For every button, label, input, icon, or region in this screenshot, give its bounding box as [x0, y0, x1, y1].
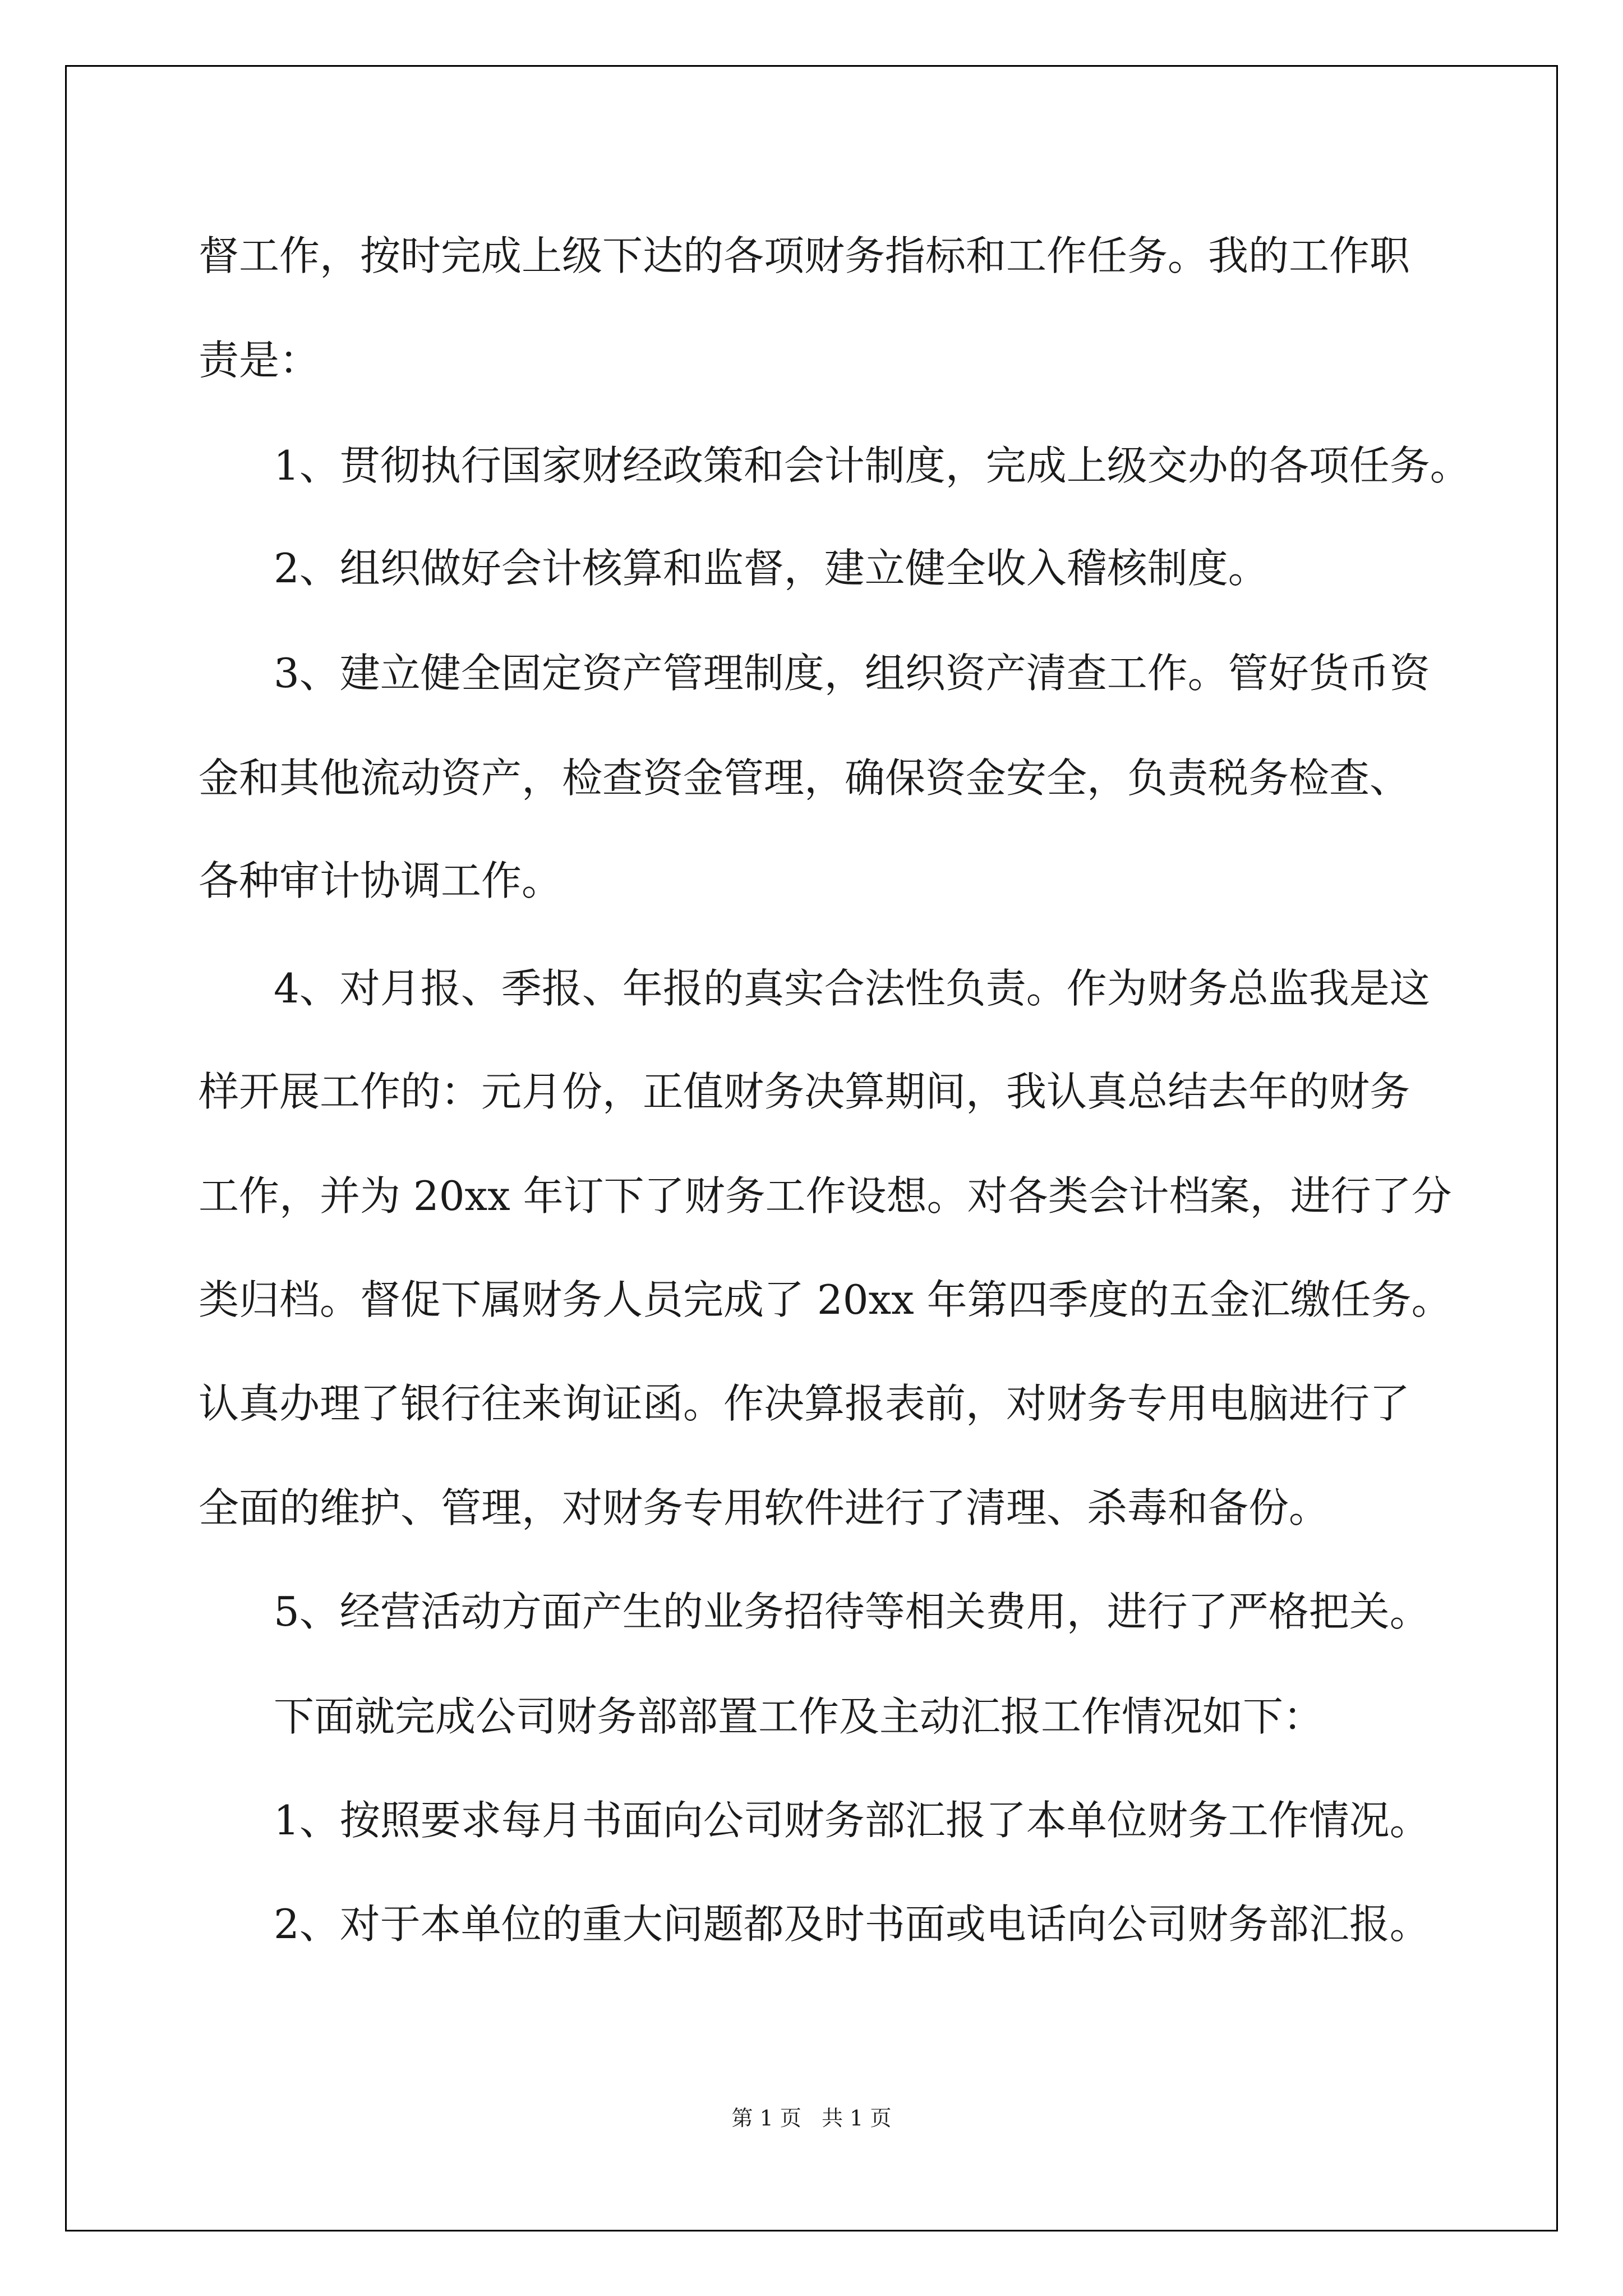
text-line: 督工作，按时完成上级下达的各项财务指标和工作任务。我的工作职 — [199, 232, 1410, 279]
text-line: 样开展工作的：元月份，正值财务决算期间，我认真总结去年的财务 — [199, 1068, 1410, 1115]
text-line: 金和其他流动资产，检查资金管理，确保资金安全，负责税务检查、 — [199, 754, 1410, 802]
text-line: 责是： — [199, 337, 320, 384]
text-line: 工作，并为 20xx 年订下了财务工作设想。对各类会计档案，进行了分 — [199, 1172, 1452, 1220]
text-line: 下面就完成公司财务部部置工作及主动汇报工作情况如下： — [274, 1693, 1324, 1740]
text-line: 3、建立健全固定资产管理制度，组织资产清查工作。管好货币资 — [274, 650, 1430, 697]
text-line: 5、经营活动方面产生的业务招待等相关费用，进行了严格把关。 — [274, 1588, 1430, 1635]
text-line: 类归档。督促下属财务人员完成了 20xx 年第四季度的五金汇缴任务。 — [199, 1276, 1452, 1323]
text-line: 4、对月报、季报、年报的真实合法性负责。作为财务总监我是这 — [274, 965, 1430, 1012]
text-line: 1、贯彻执行国家财经政策和会计制度，完成上级交办的各项任务。 — [274, 442, 1470, 489]
text-line: 2、组织做好会计核算和监督，建立健全收入稽核制度。 — [274, 545, 1269, 592]
page-number-footer: 第 1 页 共 1 页 — [731, 2106, 892, 2131]
text-line: 各种审计协调工作。 — [199, 857, 562, 904]
text-line: 1、按照要求每月书面向公司财务部汇报了本单位财务工作情况。 — [274, 1797, 1430, 1844]
text-line: 全面的维护、管理，对财务专用软件进行了清理、杀毒和备份。 — [199, 1484, 1330, 1531]
text-line: 2、对于本单位的重大问题都及时书面或电话向公司财务部汇报。 — [274, 1901, 1430, 1948]
text-line: 认真办理了银行往来询证函。作决算报表前，对财务专用电脑进行了 — [199, 1380, 1410, 1427]
